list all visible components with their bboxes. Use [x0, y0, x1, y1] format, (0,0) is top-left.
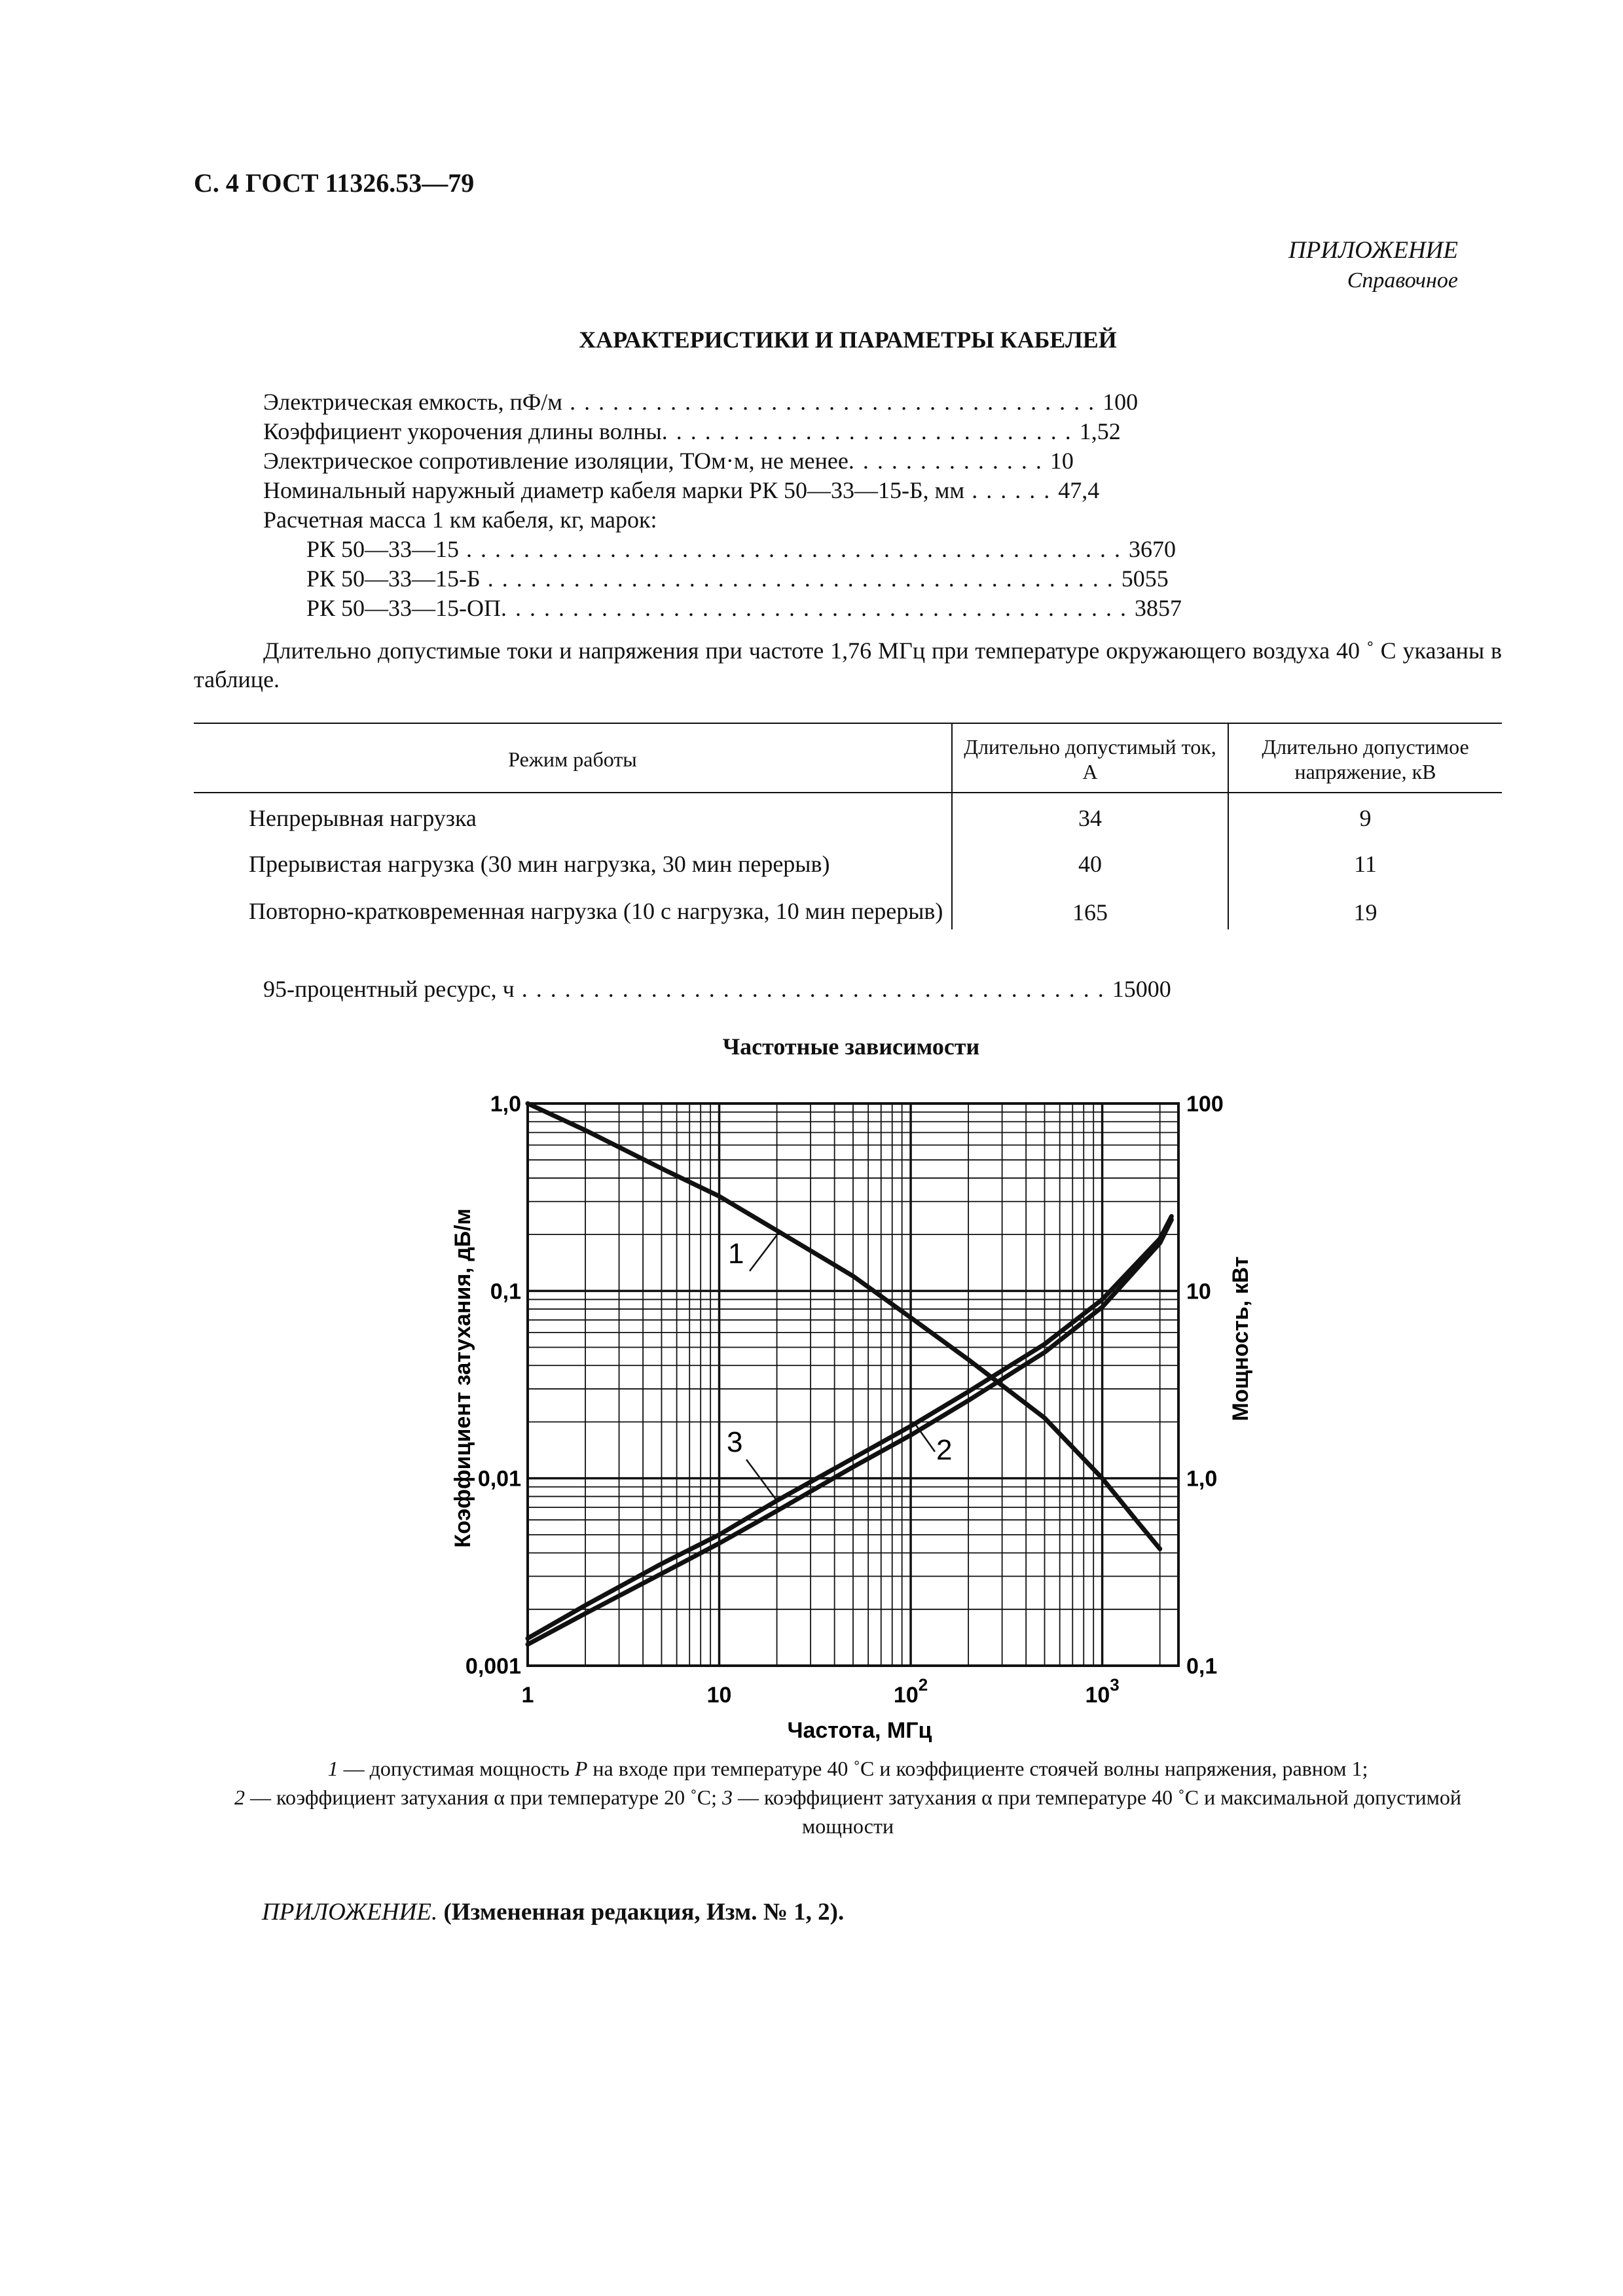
y2-tick-label: 0,1: [1186, 1654, 1218, 1679]
spec-line: Расчетная масса 1 км кабеля, кг, марок:: [263, 507, 657, 533]
y-tick-label: 0,1: [490, 1279, 521, 1304]
series-curve-2: [528, 1216, 1171, 1638]
header-current: Длительно допустимый ток, А: [952, 723, 1228, 793]
spec-line: Электрическое сопротивление изоляции, ТОм·м, не менее. . . . . . . . . . . . . . 10: [263, 448, 1074, 474]
y-tick-label: 0,001: [465, 1654, 521, 1679]
spec-line: Электрическая емкость, пФ/м . . . . . . . . . . . . . . . . . . . . . . . . . . . . . . . . . . . . . 100: [263, 389, 1139, 415]
curve-label-leader: [746, 1460, 776, 1500]
chart-title: Частотные зависимости: [722, 1033, 980, 1060]
footer-note: ПРИЛОЖЕНИЕ. (Измененная редакция, Изм. № 1, 2).: [262, 1899, 845, 1926]
y-axis-label: Коэффициент затухания, дБ/м: [450, 1208, 475, 1548]
resource-line: 95-процентный ресурс, ч . . . . . . . . . . . . . . . . . . . . . . . . . . . . . . . . . . . . . . . . . 15000: [263, 976, 1171, 1002]
x-tick-exponent: 2: [918, 1675, 928, 1695]
appendix-subtitle: Справочное: [1347, 268, 1458, 293]
x-tick-label: $10^2$: [893, 1675, 928, 1708]
curve-label: 1: [728, 1238, 744, 1270]
voltage-cell: 9: [1228, 793, 1502, 835]
mass-line: РК 50—33—15-ОП. . . . . . . . . . . . . . . . . . . . . . . . . . . . . . . . . . . . . . . . . . . . 3857: [306, 595, 1182, 621]
current-cell: 40: [952, 835, 1228, 881]
page-header: С. 4 ГОСТ 11326.53—79: [194, 168, 475, 198]
mass-line: РК 50—33—15-Б . . . . . . . . . . . . . . . . . . . . . . . . . . . . . . . . . . . . . . . . . . . . 5055: [306, 565, 1169, 592]
curve-label: 3: [727, 1426, 743, 1458]
x-tick-label: 10: [706, 1683, 732, 1708]
y2-tick-label: 1,0: [1186, 1466, 1218, 1492]
voltage-cell: 19: [1228, 881, 1502, 929]
current-cell: 165: [952, 881, 1228, 929]
mode-cell: Непрерывная нагрузка: [249, 805, 477, 831]
section-title: ХАРАКТЕРИСТИКИ И ПАРАМЕТРЫ КАБЕЛЕЙ: [579, 327, 1117, 353]
chart-caption: 1 — допустимая мощность Р на входе при температуре 40 ˚С и коэффициенте стоячей волны напряжения, равном 1; 2 — коэффициент затухания α при температуре 20 ˚С; 3 — коэффициент затухания α при температуре 40 ˚С и максимальной допустимой мощности: [234, 1757, 1461, 1838]
x-tick-label: $10^3$: [1085, 1675, 1120, 1708]
spec-line: Номинальный наружный диаметр кабеля марки РК 50—33—15-Б, мм . . . . . . 47,4: [263, 477, 1100, 503]
mode-cell: Повторно-кратковременная нагрузка (10 с нагрузка, 10 мин перерыв): [249, 898, 943, 924]
spec-line: Коэффициент укорочения длины волны. . . . . . . . . . . . . . . . . . . . . . . . . . . . . 1,52: [263, 418, 1121, 444]
paragraph: Длительно допустимые токи и напряжения при частоте 1,76 МГц при температуре окружающего воздуха 40 ˚ С указаны в таблице.: [194, 637, 1502, 692]
y-tick-label: 1,0: [490, 1092, 521, 1117]
mass-line: РК 50—33—15 . . . . . . . . . . . . . . . . . . . . . . . . . . . . . . . . . . . . . . . . . . . . . . 3670: [306, 536, 1176, 562]
header-mode: Режим работы: [194, 723, 952, 793]
chart-series: [528, 1103, 1171, 1644]
appendix-title: ПРИЛОЖЕНИЕ: [1288, 237, 1458, 264]
y2-tick-label: 100: [1186, 1092, 1224, 1117]
y-tick-label: 0,01: [477, 1466, 521, 1492]
x-tick-label: 1: [521, 1683, 534, 1708]
curve-label: 2: [936, 1434, 953, 1466]
y2-axis-label: Мощность, кВт: [1228, 1256, 1253, 1422]
curve-label-leader: [750, 1230, 780, 1271]
voltage-cell: 11: [1228, 835, 1502, 881]
series-curve-3: [528, 1220, 1171, 1645]
y2-tick-label: 10: [1186, 1279, 1211, 1304]
header-voltage: Длительно допустимое напряжение, кВ: [1228, 723, 1502, 793]
mode-cell: Прерывистая нагрузка (30 мин нагрузка, 30 мин перерыв): [249, 851, 830, 877]
x-axis-label: Частота, МГц: [787, 1718, 932, 1743]
current-cell: 34: [952, 793, 1228, 835]
x-tick-exponent: 3: [1110, 1675, 1120, 1695]
